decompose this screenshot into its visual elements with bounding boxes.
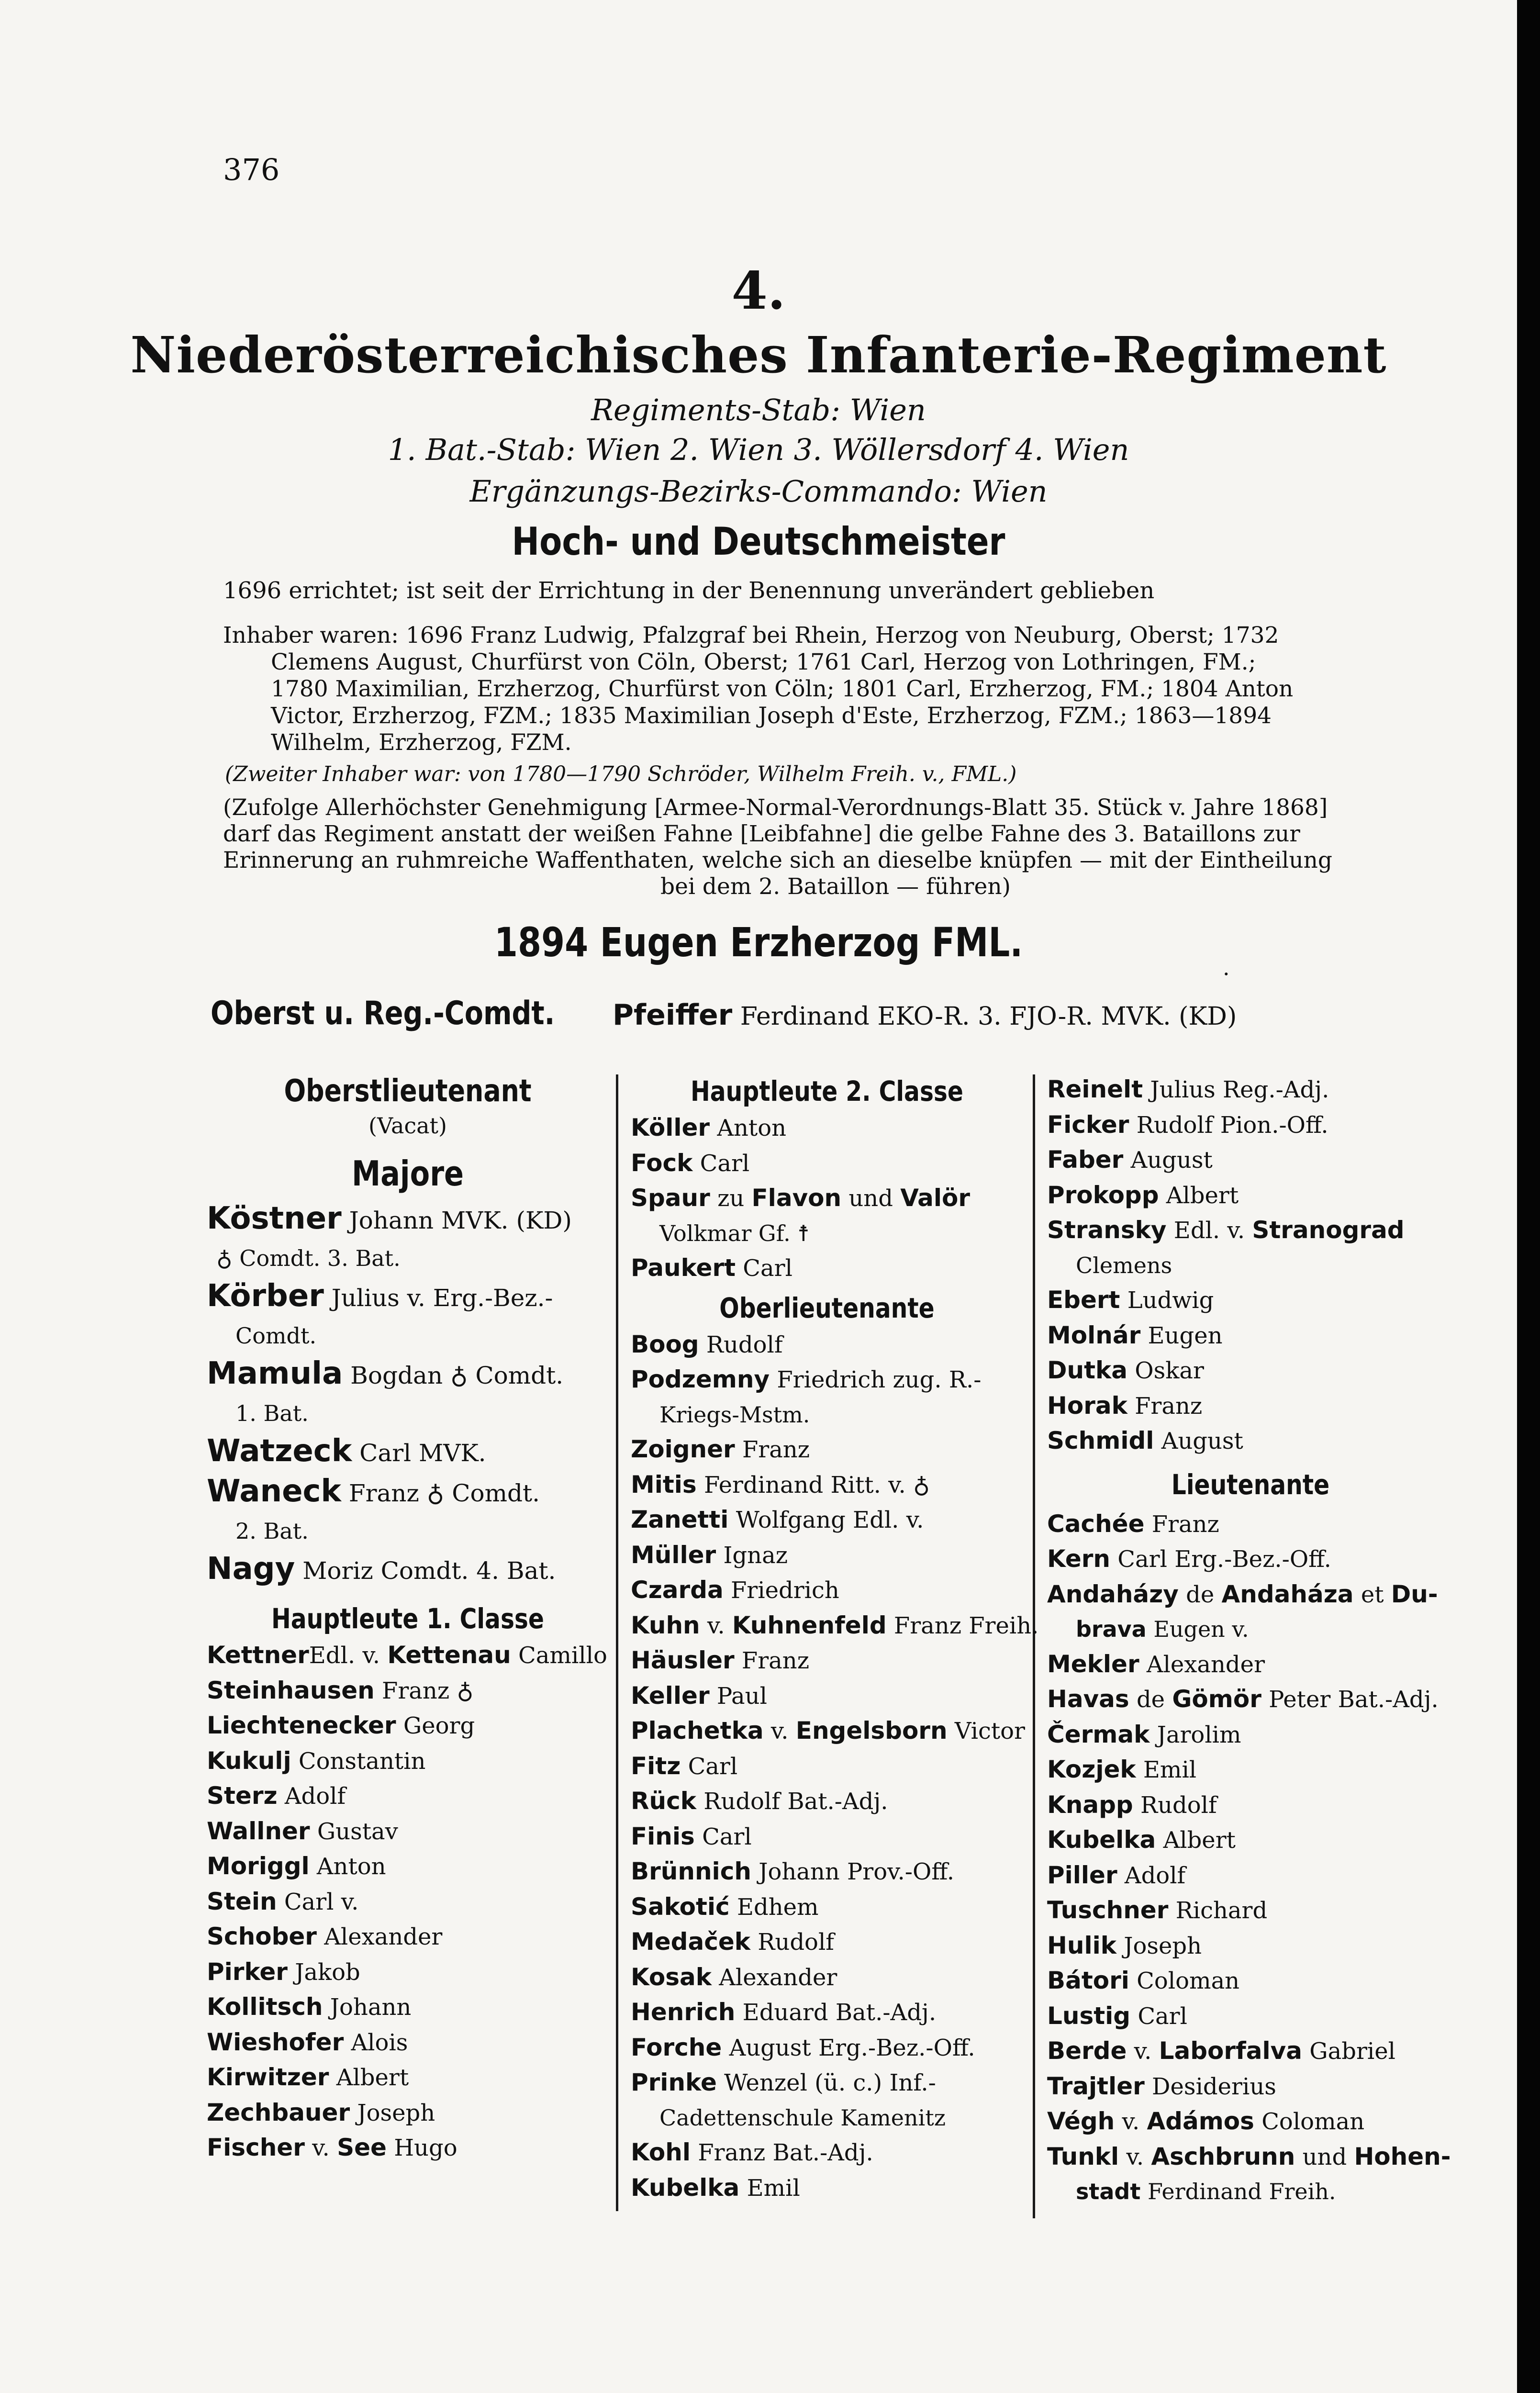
list-item: Schober Alexander xyxy=(207,1923,443,1950)
list-item: Dutka Oskar xyxy=(1047,1356,1204,1384)
list-item: Zechbauer Joseph xyxy=(207,2098,435,2126)
owners-line: Wilhelm, Erzherzog, FZM. xyxy=(271,729,572,756)
list-item: Hulik Joseph xyxy=(1047,1931,1202,1959)
list-item: Sakotić Edhem xyxy=(631,1892,819,1921)
list-item: Berde v. Laborfalva Gabriel xyxy=(1047,2037,1395,2065)
list-item: Tuschner Richard xyxy=(1047,1896,1268,1924)
recruiting-command-line: Ergänzungs-Bezirks-Commando: Wien xyxy=(469,474,1048,509)
list-item: Watzeck Carl MVK. xyxy=(207,1433,486,1469)
page-number: 376 xyxy=(223,152,280,187)
list-item: Kubelka Albert xyxy=(1047,1826,1236,1854)
regiment-nickname: Hoch- und Deutschmeister xyxy=(512,519,1005,564)
list-item: Plachetka v. Engelsborn Victor xyxy=(631,1717,1025,1744)
regiment-staff-line: Regiments-Stab: Wien xyxy=(591,392,926,427)
list-item: Fischer v. See Hugo xyxy=(207,2134,458,2161)
list-item: Mamula Bogdan ♁ Comdt. xyxy=(207,1356,564,1391)
list-item: Steinhausen Franz ♁ xyxy=(207,1676,474,1704)
founding-note: 1696 errichtet; ist seit der Errichtung in der Benennung unverändert geblieben xyxy=(223,577,1155,604)
list-item: Kollitsch Johann xyxy=(207,1993,412,2021)
decoration-icon: ♁ xyxy=(457,1677,474,1704)
list-item: Fock Carl xyxy=(631,1149,750,1177)
heading-hauptleute-2: Hauptleute 2. Classe xyxy=(691,1075,963,1107)
list-item: Trajtler Desiderius xyxy=(1047,2072,1276,2100)
list-item: Moriggl Anton xyxy=(207,1852,386,1880)
decoration-icon: ♁ xyxy=(450,1362,468,1389)
list-item: Piller Adolf xyxy=(1047,1861,1186,1889)
heading-oberstlieutenant: Oberstlieutenant xyxy=(284,1073,532,1109)
owners-line: Clemens August, Churfürst von Cöln, Oberst; 1761 Carl, Herzog von Lothringen, FM.; xyxy=(271,649,1256,675)
list-item-continuation: stadt Ferdinand Freih. xyxy=(1076,2179,1336,2204)
list-item: Kukulj Constantin xyxy=(207,1746,426,1775)
list-item: Waneck Franz ♁ Comdt. xyxy=(207,1474,540,1509)
owners-line: 1780 Maximilian, Erzherzog, Churfürst von Cöln; 1801 Carl, Erzherzog, FM.; 1804 Anton xyxy=(271,676,1294,702)
commander-details: Ferdinand EKO-R. 3. FJO-R. MVK. (KD) xyxy=(740,1002,1237,1031)
list-item: Brünnich Johann Prov.-Off. xyxy=(631,1857,954,1885)
list-item-continuation: brava Eugen v. xyxy=(1076,1616,1249,1642)
flag-note-line: Erinnerung an ruhmreiche Waffenthaten, welche sich an dieselbe knüpfen — mit der Eintheilung xyxy=(223,847,1332,873)
cross-icon: ☨ xyxy=(797,1220,810,1246)
list-item: Prinke Wenzel (ü. c.) Inf.- xyxy=(631,2069,936,2096)
list-item: Kubelka Emil xyxy=(631,2173,800,2202)
decoration-icon: ♁ xyxy=(913,1471,930,1498)
regiment-title: Niederösterreichisches Infanterie-Regiment xyxy=(130,325,1387,384)
list-item-continuation: ♁ Comdt. 3. Bat. xyxy=(216,1245,401,1271)
flag-note-paragraph xyxy=(223,794,1448,900)
list-item: Spaur zu Flavon und Valör xyxy=(631,1184,971,1212)
list-item: Sterz Adolf xyxy=(207,1782,346,1810)
list-item: Nagy Moriz Comdt. 4. Bat. xyxy=(207,1551,556,1587)
column-divider xyxy=(616,1074,618,2211)
list-item: Kohl Franz Bat.-Adj. xyxy=(631,2138,873,2166)
list-item: Forche August Erg.-Bez.-Off. xyxy=(631,2033,975,2061)
list-item: Ebert Ludwig xyxy=(1047,1286,1214,1314)
list-item: Tunkl v. Aschbrunn und Hohen- xyxy=(1047,2142,1451,2170)
regiment-chief: 1894 Eugen Erzherzog FML. xyxy=(494,919,1023,966)
list-item: Köller Anton xyxy=(631,1114,787,1141)
flag-note-line: darf das Regiment anstatt der weißen Fahne [Leibfahne] die gelbe Fahne des 3. Bataillons zur xyxy=(223,821,1300,847)
list-item: Stransky Edl. v. Stranograd xyxy=(1047,1216,1405,1244)
heading-oberlieutenante: Oberlieutenante xyxy=(719,1291,935,1324)
battalion-staff-line: 1. Bat.-Stab: Wien 2. Wien 3. Wöllersdorf 4. Wien xyxy=(388,432,1129,467)
vacat-note: (Vacat) xyxy=(368,1113,447,1139)
heading-lieutenante: Lieutenante xyxy=(1171,1468,1330,1501)
list-item: Liechtenecker Georg xyxy=(207,1711,475,1739)
list-item: Henrich Eduard Bat.-Adj. xyxy=(631,1998,937,2026)
list-item: Medaček Rudolf xyxy=(631,1928,835,1956)
list-item: Finis Carl xyxy=(631,1822,752,1850)
list-item: KettnerEdl. v. Kettenau Camillo xyxy=(207,1641,607,1669)
print-dot: · xyxy=(1223,961,1230,987)
decoration-icon: ♁ xyxy=(426,1479,445,1507)
column-2 xyxy=(631,1072,1039,2205)
owners-line: Victor, Erzherzog, FZM.; 1835 Maximilian Joseph d'Este, Erzherzog, FZM.; 1863—1894 xyxy=(271,703,1272,729)
list-item: Prokopp Albert xyxy=(1047,1181,1239,1209)
list-item: Kozjek Emil xyxy=(1047,1756,1197,1783)
list-item-continuation: 2. Bat. xyxy=(235,1518,309,1544)
column-3 xyxy=(1047,1072,1454,2209)
list-item: Keller Paul xyxy=(631,1681,767,1710)
list-item-continuation: Clemens xyxy=(1076,1252,1172,1278)
list-item: Čermak Jarolim xyxy=(1047,1720,1241,1748)
list-item: Faber August xyxy=(1047,1146,1213,1174)
list-item: Podzemny Friedrich zug. R.- xyxy=(631,1365,982,1393)
list-item: Andaházy de Andaháza et Du- xyxy=(1047,1580,1438,1608)
list-item: Reinelt Julius Reg.-Adj. xyxy=(1047,1075,1329,1103)
list-item: Végh v. Adámos Coloman xyxy=(1047,2107,1365,2135)
list-item: Horak Franz xyxy=(1047,1391,1203,1420)
list-item: Schmidl August xyxy=(1047,1427,1243,1454)
commander-surname: Pfeiffer xyxy=(613,998,733,1032)
flag-note-line: bei dem 2. Bataillon — führen) xyxy=(660,873,1011,900)
heading-majore: Majore xyxy=(351,1153,464,1194)
former-owners-paragraph xyxy=(223,622,1448,756)
list-item: Zoigner Franz xyxy=(631,1435,810,1463)
list-item: Kirwitzer Albert xyxy=(207,2063,409,2091)
list-item: Czarda Friedrich xyxy=(631,1576,839,1604)
list-item-continuation: Cadettenschule Kamenitz xyxy=(659,2104,946,2131)
decoration-icon: ♁ xyxy=(216,1245,233,1271)
regiment-number: 4. xyxy=(731,261,786,321)
list-item: Rück Rudolf Bat.-Adj. xyxy=(631,1787,888,1815)
list-item: Körber Julius v. Erg.-Bez.- xyxy=(207,1278,553,1314)
list-item-continuation: Comdt. xyxy=(235,1323,317,1349)
list-item: Mitis Ferdinand Ritt. v. ♁ xyxy=(631,1470,930,1498)
list-item: Havas de Gömör Peter Bat.-Adj. xyxy=(1047,1685,1439,1713)
list-item: Wieshofer Alois xyxy=(207,2028,408,2056)
list-item: Kuhn v. Kuhnenfeld Franz Freih. xyxy=(631,1611,1039,1639)
commander-rank: Oberst u. Reg.-Comdt. xyxy=(211,995,555,1032)
list-item: Cachée Franz xyxy=(1047,1510,1219,1538)
flag-note-line: (Zufolge Allerhöchster Genehmigung [Armee-Normal-Verordnungs-Blatt 35. Stück v. Jahre 1868] xyxy=(223,794,1328,821)
second-owner-note: (Zweiter Inhaber war: von 1780—1790 Schröder, Wilhelm Freih. v., FML.) xyxy=(225,762,1017,786)
list-item: Molnár Eugen xyxy=(1047,1321,1223,1349)
list-item: Köstner Johann MVK. (KD) xyxy=(207,1201,572,1236)
list-item-continuation: 1. Bat. xyxy=(235,1400,309,1426)
list-item: Lustig Carl xyxy=(1047,2002,1187,2030)
list-item: Kosak Alexander xyxy=(631,1963,837,1991)
list-item: Wallner Gustav xyxy=(207,1817,398,1845)
owners-line: Inhaber waren: 1696 Franz Ludwig, Pfalzgraf bei Rhein, Herzog von Neuburg, Oberst; 1732 xyxy=(223,622,1279,649)
scan-edge-right xyxy=(1517,0,1540,2393)
list-item: Stein Carl v. xyxy=(207,1887,359,1915)
column-1 xyxy=(207,1072,609,2166)
list-item: Knapp Rudolf xyxy=(1047,1790,1217,1819)
list-item: Paukert Carl xyxy=(631,1254,792,1282)
list-item: Häusler Franz xyxy=(631,1646,809,1674)
list-item: Boog Rudolf xyxy=(631,1330,783,1358)
list-item-continuation: Volkmar Gf. ☨ xyxy=(659,1220,810,1246)
list-item: Bátori Coloman xyxy=(1047,1967,1240,1994)
list-item-continuation: Kriegs-Mstm. xyxy=(659,1401,810,1428)
list-item: Kern Carl Erg.-Bez.-Off. xyxy=(1047,1545,1331,1573)
list-item: Mekler Alexander xyxy=(1047,1650,1265,1678)
list-item: Zanetti Wolfgang Edl. v. xyxy=(631,1506,924,1533)
heading-hauptleute-1: Hauptleute 1. Classe xyxy=(271,1602,544,1635)
list-item: Müller Ignaz xyxy=(631,1541,788,1569)
list-item: Pirker Jakob xyxy=(207,1957,360,1986)
column-divider xyxy=(1033,1074,1035,2218)
list-item: Ficker Rudolf Pion.-Off. xyxy=(1047,1110,1328,1139)
list-item: Fitz Carl xyxy=(631,1752,738,1780)
commander-entry xyxy=(613,998,1237,1032)
